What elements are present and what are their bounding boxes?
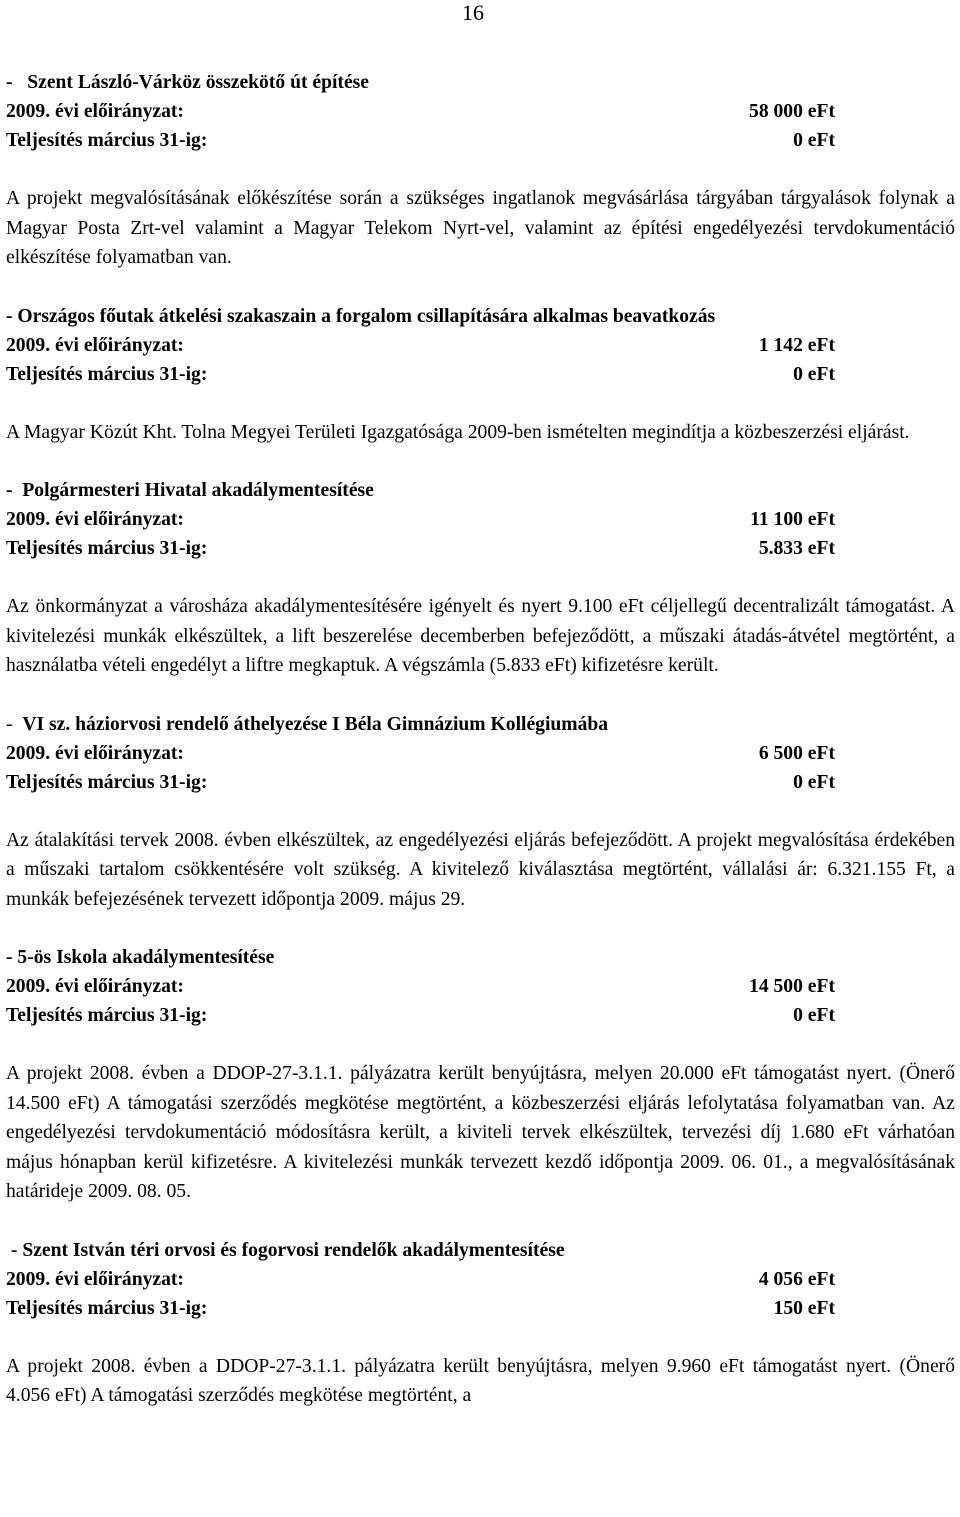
section-title-text: VI sz. háziorvosi rendelő áthelyezése I Béla Gimnázium Kollégiumába xyxy=(22,713,609,735)
page-number: 16 xyxy=(462,0,484,25)
forecast-value: 11 100 eFt xyxy=(750,509,835,530)
section-title-prefix: - xyxy=(6,713,23,735)
forecast-row xyxy=(6,739,835,768)
completion-label: Teljesítés március 31-ig: xyxy=(6,771,208,793)
completion-value: 5.833 eFt xyxy=(758,538,835,559)
section-paragraph: A projekt 2008. évben a DDOP-27-3.1.1. pályázatra került benyújtásra, melyen 9.960 eFt támogatást nyert. (Önerő 4.056 eFt) A támogatási szerződés megkötése megtörtént, a xyxy=(6,1355,955,1406)
forecast-label: 2009. évi előirányzat: xyxy=(6,101,184,122)
completion-value: 150 eFt xyxy=(773,1297,835,1319)
section-paragraph: A projekt megvalósításának előkészítése során a szükséges ingatlanok megvásárlása tárgyában tárgyalások folynak a Magyar Posta Zrt-vel valamint a Magyar Telekom Nyrt-vel, valamint az építési engedélyezési tervdokumentáció elkészítése folyamatban van. xyxy=(6,188,955,268)
forecast-label: 2009. évi előirányzat: xyxy=(6,976,184,997)
section-paragraph: A projekt 2008. évben a DDOP-27-3.1.1. pályázatra került benyújtásra, melyen 20.000 eFt támogatást nyert. (Önerő 14.500 eFt) A támogatási szerződés megkötése megtörtént, a közbeszerzési eljárás lefolytatása folyamatban van. Az engedélyezési tervdokumentáció módosításra került, a kiviteli tervek elkészültek, tervezési díj 1.680 eFt várhatóan május hónapban kerül kifizetésre. A kivitelezési munkák tervezett kezdő időpontja 2009. 06. 01., a megvalósításának határideje 2009. 08. 05. xyxy=(6,1063,955,1202)
section-mayors-office-accessibility xyxy=(6,476,955,681)
completion-value: 0 eFt xyxy=(793,771,835,793)
forecast-value: 6 500 eFt xyxy=(758,742,835,764)
section-title: - Szent István téri orvosi és fogorvosi rendelők akadálymentesítése xyxy=(6,1239,565,1261)
section-szent-laszlo-road xyxy=(6,68,955,273)
forecast-row xyxy=(6,97,835,126)
forecast-row xyxy=(6,331,835,360)
section-title xyxy=(6,710,955,739)
section-title: - Szent László-Várköz összekötő út építése xyxy=(6,72,369,93)
completion-row xyxy=(6,534,835,563)
forecast-value: 14 500 eFt xyxy=(749,976,835,997)
completion-row xyxy=(6,126,835,155)
forecast-label: 2009. évi előirányzat: xyxy=(6,509,184,530)
forecast-value: 1 142 eFt xyxy=(758,334,835,356)
section-paragraph: Az önkormányzat a városháza akadálymentesítésére igényelt és nyert 9.100 eFt céljellegű decentralizált támogatást. A kivitelezési munkák elkészültek, a lift beszerelése decemberben befejeződött, a műszaki átadás-átvétel megtörtént, a használatba vételi engedélyt a liftre megkaptuk. A végszámla (5.833 eFt) kifizetésre került. xyxy=(6,596,955,676)
section-gp-office-relocation xyxy=(6,710,955,915)
forecast-value: 4 056 eFt xyxy=(758,1268,835,1290)
completion-value: 0 eFt xyxy=(793,130,835,151)
completion-row xyxy=(6,1294,835,1323)
forecast-label: 2009. évi előirányzat: xyxy=(6,742,184,764)
section-paragraph: A Magyar Közút Kht. Tolna Megyei Területi Igazgatósága 2009-ben ismételten megindítja a közbeszerzési eljárást. xyxy=(6,421,910,443)
completion-row xyxy=(6,1001,835,1030)
completion-value: 0 eFt xyxy=(793,1005,835,1026)
forecast-row xyxy=(6,505,835,534)
document-body xyxy=(6,68,955,1440)
section-title: - Országos főutak átkelési szakaszain a forgalom csillapítására alkalmas beavatkozás xyxy=(6,305,716,327)
completion-label: Teljesítés március 31-ig: xyxy=(6,1297,208,1319)
forecast-label: 2009. évi előirányzat: xyxy=(6,1268,184,1290)
completion-label: Teljesítés március 31-ig: xyxy=(6,1005,208,1026)
forecast-value: 58 000 eFt xyxy=(749,101,835,122)
section-title: - 5-ös Iskola akadálymentesítése xyxy=(6,947,275,968)
completion-label: Teljesítés március 31-ig: xyxy=(6,363,208,385)
section-paragraph: Az átalakítási tervek 2008. évben elkészültek, az engedélyezési eljárás befejeződött. A projekt megvalósítása érdekében a műszaki tartalom csökkentésére volt szükség. A kivitelező kiválasztása megtörtént, vállalási ár: 6.321.155 Ft, a munkák befejezésének tervezett időpontja 2009. május 29. xyxy=(6,829,955,910)
forecast-row xyxy=(6,1265,835,1294)
section-school-5-accessibility xyxy=(6,943,955,1207)
section-title: - Polgármesteri Hivatal akadálymentesítése xyxy=(6,480,374,501)
completion-row xyxy=(6,360,835,389)
section-fout-crossing xyxy=(6,302,955,448)
forecast-label: 2009. évi előirányzat: xyxy=(6,334,184,356)
completion-label: Teljesítés március 31-ig: xyxy=(6,130,208,151)
forecast-row xyxy=(6,972,835,1001)
completion-value: 0 eFt xyxy=(793,363,835,385)
completion-label: Teljesítés március 31-ig: xyxy=(6,538,208,559)
section-szent-istvan-clinic-accessibility xyxy=(6,1236,955,1411)
completion-row xyxy=(6,768,835,797)
